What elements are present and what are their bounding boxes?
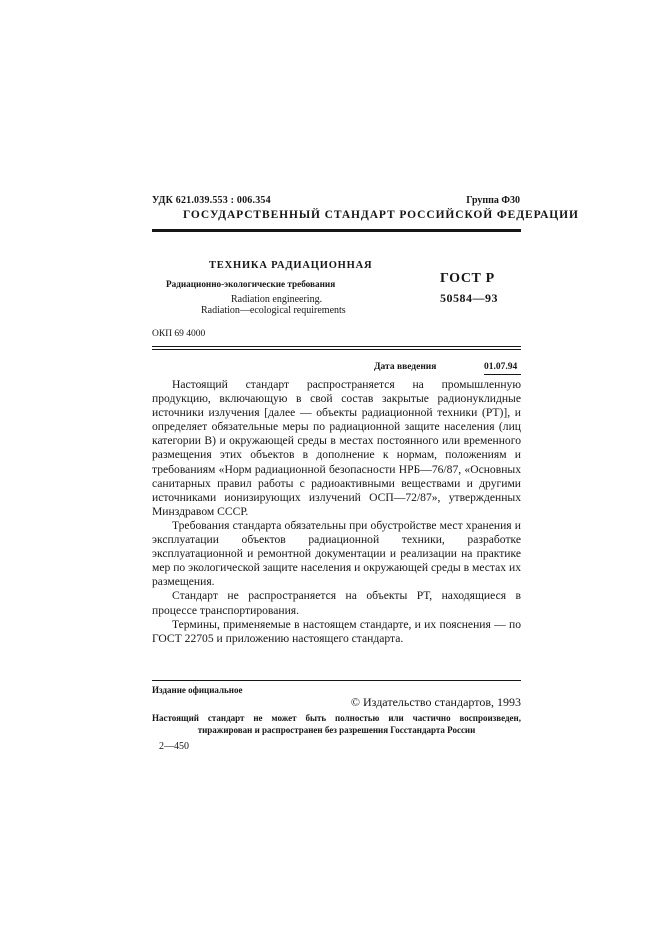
- notice-line1: Настоящий стандарт не может быть полностью или частично воспроизведен,: [152, 713, 521, 723]
- english-title-line2: Radiation—ecological requirements: [201, 305, 346, 316]
- notice-line2: тиражирован и распространен без разрешения Госстандарта России: [197, 725, 476, 735]
- intro-date-label: Дата введения: [374, 362, 437, 372]
- document-title: ТЕХНИКА РАДИАЦИОННАЯ: [209, 260, 373, 271]
- okp-code: ОКП 69 4000: [152, 329, 206, 339]
- document-subtitle: Радиационно-экологические требования: [166, 279, 336, 289]
- body-paragraph: Термины, применяемые в настоящем стандарте, и их пояснения — по ГОСТ 22705 и приложению настоящего стандарта.: [152, 617, 521, 645]
- intro-date-underline: [484, 374, 521, 375]
- state-standard-heading: ГОСУДАРСТВЕННЫЙ СТАНДАРТ РОССИЙСКОЙ ФЕДЕРАЦИИ: [183, 209, 579, 221]
- gost-number: 50584—93: [440, 291, 498, 305]
- footer-rule: [152, 680, 521, 681]
- english-title-line1: Radiation engineering.: [231, 294, 323, 305]
- reproduction-notice: [152, 712, 521, 736]
- header-thick-rule: [152, 229, 521, 232]
- body-paragraph: Настоящий стандарт распространяется на промышленную продукцию, включающую в свой состав закрытые радионуклидные источники излучения [далее — объекты радиационной техники (РТ)], и определяет обязательные меры по радиационной защите населения (лиц категории В) и окружающей среды в местах постоянного или временного размещения этих объектов в дополнение к нормам, положениям и требованиям «Норм радиационной безопасности НРБ—76/87, «Основных санитарных правил работы с радиоактивными веществами и другими источниками ионизирующих излучений ОСП—72/87», утвержденных Минздравом СССР.: [152, 378, 521, 518]
- udk-code: УДК 621.039.553 : 006.354: [152, 195, 271, 206]
- intro-date-value: 01.07.94: [484, 362, 518, 372]
- copyright-notice: © Издательство стандартов, 1993: [350, 695, 521, 709]
- body-paragraph: Стандарт не распространяется на объекты РТ, находящиеся в процессе транспортирования.: [152, 589, 521, 617]
- gost-label: ГОСТ Р: [440, 271, 495, 286]
- page-code: 2—450: [159, 741, 189, 752]
- official-edition-label: Издание официальное: [152, 685, 243, 695]
- okp-double-rule-top: [152, 346, 521, 347]
- body-paragraph: Требования стандарта обязательны при обустройстве мест хранения и эксплуатации объектов радиационной техники, разработке эксплуатационной и ремонтной документации и реализации на практике мер по экологической защите населения и окружающей среды в местах их размещения.: [152, 518, 521, 589]
- group-code: Группа Ф30: [466, 195, 520, 206]
- body-text: [152, 378, 521, 646]
- okp-double-rule-bottom: [152, 349, 521, 350]
